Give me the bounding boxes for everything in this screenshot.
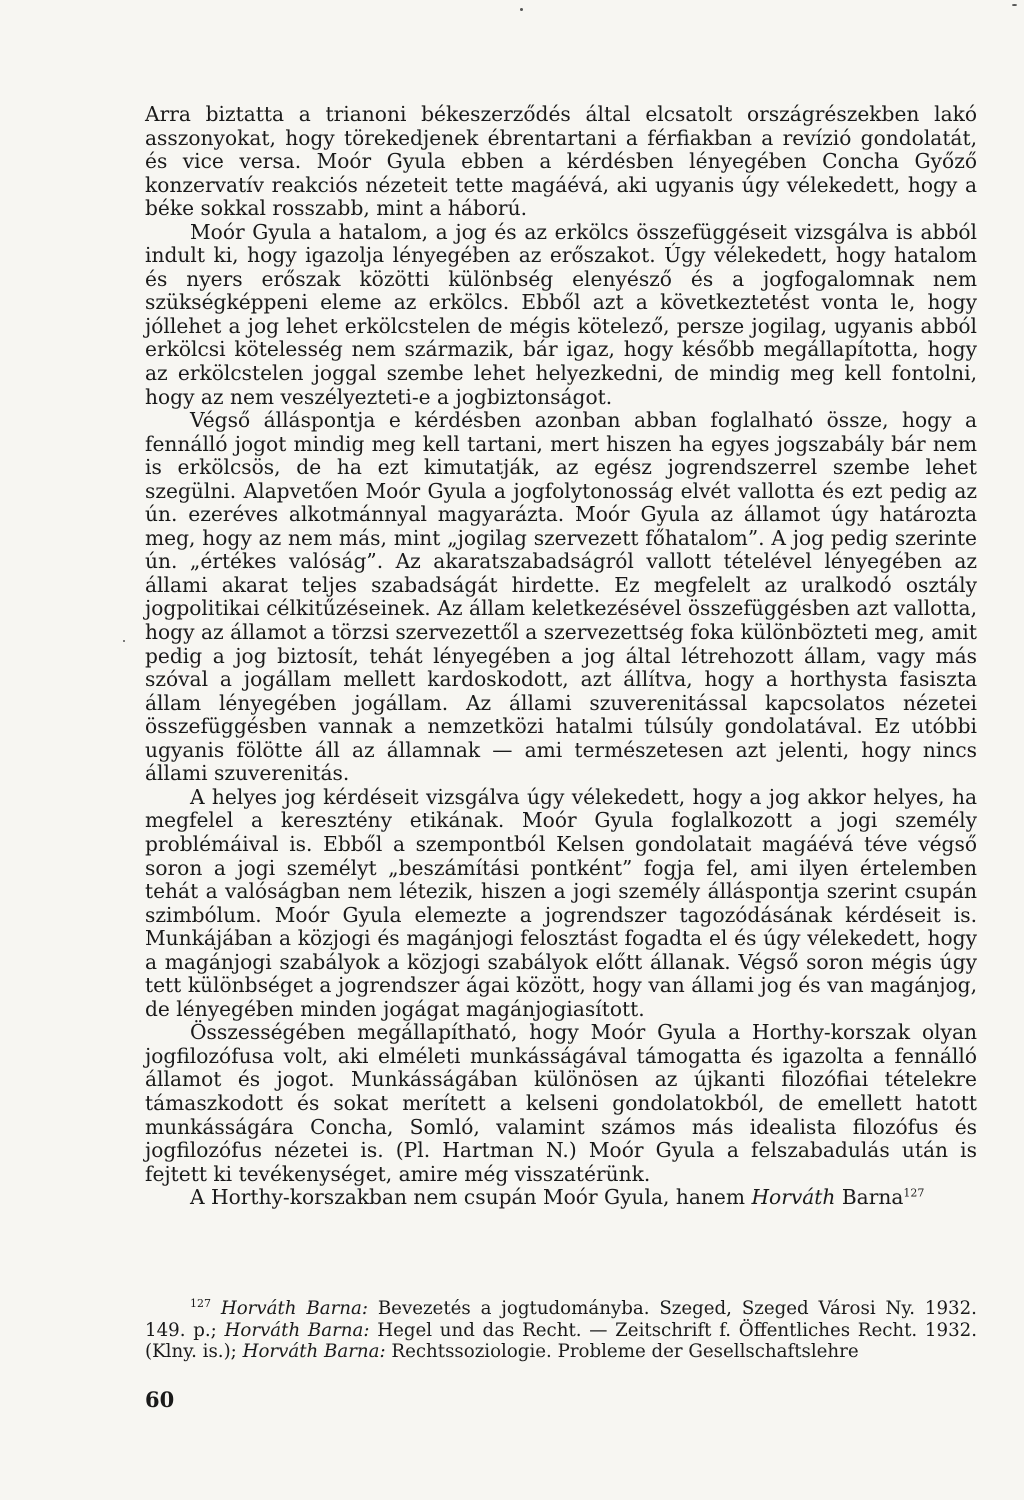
paragraph-5: Összességében megállapítható, hogy Moór Gyula a Horthy-korszak olyan jogfilozófusa volt, aki elméleti munkásságával támogatta és igazolta a fennálló államot és jogot. Munkásságában különösen az újkanti filozófiai tételekre támaszkodott és sokat merített a kelseni gondolatokból, de emellett hatott munkásságára Concha, Somló, valamint számos más idealista filozófus és jogfilozófus nézetei is. (Pl. Hartman N.) Moór Gyula a felszabadulás után is fejtett ki tevékenységet, amire még visszatérünk. — [145, 1020, 977, 1186]
scan-speck — [1012, 4, 1017, 6]
footnote-reference[interactable]: 127 — [903, 1186, 925, 1200]
paragraph-2: Moór Gyula a hatalom, a jog és az erkölcs összefüggéseit vizsgálva is abból indult ki, hogy igazolja lényegében az erőszakot. Úgy vélekedett, hogy hatalom és nyers erőszak közötti különbség elenyésző és a jogfogalomnak nem szükségképpeni eleme az erkölcs. Ebből azt a következtetést vonta le, hogy jóllehet a jog lehet erkölcstelen de mégis kötelező, persze jogilag, ugyanis abból erkölcsi kötelesség nem származik, bár igaz, hogy később megállapította, hogy az erkölcstelen joggal szembe lehet helyezkedni, de mindig meg kell fontolni, hogy az nem veszélyezteti-e a jogbiztonságot. — [145, 219, 977, 409]
footnote-text-1: Bevezetés a jogtudományba. Szeged, Szeged Városi Ny. 1932. 149. p.; — [145, 1298, 977, 1341]
footnote-text-2: Hegel und das Recht. — Zeitschrift f. Öffentliches Recht. 1932. (Klny. is.); — [145, 1319, 977, 1362]
scan-speck — [123, 640, 125, 642]
paragraph-1: Arra biztatta a trianoni békeszerződés által elcsatolt országrészekben lakó asszonyokat, hogy törekedjenek ébrentartani a férfiakban a revízió gondolatát, és vice versa. Moór Gyula ebben a kérdésben lényegében Concha Győző konzervatív reakciós nézeteit tette magáévá, aki ugyanis úgy vélekedett, hogy a béke sokkal rosszabb, mint a háború. — [145, 102, 977, 221]
scan-speck — [520, 8, 523, 11]
footnote-127 — [145, 1298, 977, 1363]
footnote-author-3: Horváth Barna: — [242, 1341, 386, 1362]
footnote-author-1: Horváth Barna: — [220, 1298, 368, 1319]
footnote-number: 127 — [190, 1296, 211, 1310]
paragraph-6-tail: Barna — [841, 1185, 904, 1210]
footnote-author-2: Horváth Barna: — [224, 1319, 370, 1341]
main-text — [145, 103, 977, 1210]
page-number: 60 — [145, 1387, 175, 1412]
paragraph-3: Végső álláspontja e kérdésben azonban abban foglalható össze, hogy a fennálló jogot mindig meg kell tartani, mert hiszen ha egyes jogszabály bár nem is erkölcsös, de ha ezt kimutatják, az egész jogrendszerrel szembe lehet szegülni. Alapvetően Moór Gyula a jogfolytonosság elvét vallotta és ezt pedig az ún. ezeréves alkotmánnyal magyarázta. Moór Gyula az államot úgy határozta meg, hogy az nem más, mint „jogilag szervezett főhatalom”. A jog pedig szerinte ún. „értékes valóság”. Az akaratszabadságról vallott tételével lényegében az állami akarat teljes szabadságát hirdette. Ez megfelelt az uralkodó osztály jogpolitikai célkitűzéseinek. Az állam keletkezésével összefüggésben azt vallotta, hogy az államot a törzsi szervezettől a szervezettség foka különbözteti meg, amit pedig a jog biztosít, tehát lényegében a jog által létrehozott állam, vagy más szóval a jogállam mellett kardoskodott, azt állítva, hogy a horthysta fasiszta állam lényegében jogállam. Az állami szuverenitással kapcsolatos nézetei összefüggésben vannak a nemzetközi hatalmi túlsúly gondolatával. Ez utóbbi ugyanis fölötte áll az államnak — ami természetesen azt jelenti, hogy nincs állami szuverenitás. — [145, 408, 977, 786]
paragraph-6-name: Horváth — [751, 1185, 836, 1210]
footnotes — [145, 1298, 977, 1363]
footnote-text-3: Rechtssoziologie. Probleme der Gesellschaftslehre — [391, 1341, 859, 1362]
paragraph-6 — [145, 1186, 977, 1210]
paragraph-6-lead: A Horthy-korszakban nem csupán Moór Gyula, hanem — [190, 1185, 746, 1210]
paragraph-4: A helyes jog kérdéseit vizsgálva úgy vélekedett, hogy a jog akkor helyes, ha megfelel a keresztény etikának. Moór Gyula foglalkozott a jogi személy problémáival is. Ebből a szempontból Kelsen gondolatait magáévá téve végső soron a jogi személyt „beszámítási pontként” fogja fel, ami ilyen értelemben tehát a valóságban nem létezik, hiszen a jogi személy álláspontja szerint csupán szimbólum. Moór Gyula elemezte a jogrendszer tagozódásának kérdéseit is. Munkájában a közjogi és magánjogi felosztást fogadta el és úgy vélekedett, hogy a magánjogi szabályok a közjogi szabályok előtt állanak. Végső soron mégis úgy tett különbséget a jogrendszer ágai között, hogy van állami jog és van magánjog, de lényegében minden jogágat magánjogiasított. — [145, 784, 977, 1021]
